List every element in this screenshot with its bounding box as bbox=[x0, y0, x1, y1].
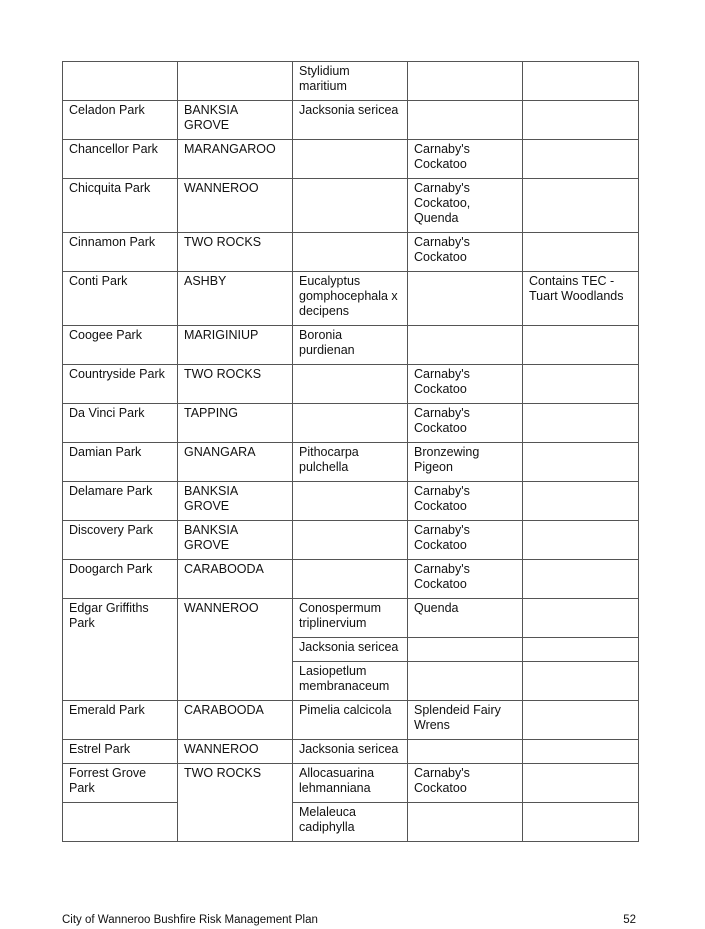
fauna-cell bbox=[408, 764, 523, 803]
fauna-cell bbox=[408, 740, 523, 764]
parks-table-body bbox=[63, 62, 639, 842]
suburb-cell-text: CARABOODA bbox=[184, 703, 264, 717]
flora-cell-text: Allocasuarina lehmanniana bbox=[299, 766, 375, 795]
fauna-cell bbox=[408, 701, 523, 740]
notes-cell-text: Contains TEC - Tuart Woodlands bbox=[529, 274, 624, 303]
suburb-cell bbox=[178, 101, 293, 140]
flora-cell-text: Conospermum triplinervium bbox=[299, 601, 381, 630]
park-name-cell bbox=[63, 365, 178, 404]
suburb-cell bbox=[178, 560, 293, 599]
flora-cell bbox=[293, 365, 408, 404]
fauna-cell bbox=[408, 233, 523, 272]
fauna-cell-text: Bronzewing Pigeon bbox=[414, 445, 480, 474]
park-name-cell-text: Countryside Park bbox=[69, 367, 165, 381]
notes-cell bbox=[523, 272, 639, 326]
fauna-cell-text: Carnaby's Cockatoo bbox=[414, 766, 470, 795]
fauna-cell bbox=[408, 443, 523, 482]
suburb-cell-text: TWO ROCKS bbox=[184, 235, 262, 249]
fauna-cell-text: Carnaby's Cockatoo bbox=[414, 562, 470, 591]
flora-cell bbox=[293, 272, 408, 326]
flora-cell bbox=[293, 482, 408, 521]
suburb-cell bbox=[178, 443, 293, 482]
notes-cell bbox=[523, 482, 639, 521]
suburb-cell bbox=[178, 140, 293, 179]
park-name-cell-text: Conti Park bbox=[69, 274, 128, 288]
suburb-cell-text: MARANGAROO bbox=[184, 142, 276, 156]
park-name-cell bbox=[63, 404, 178, 443]
suburb-cell bbox=[178, 740, 293, 764]
flora-cell bbox=[293, 443, 408, 482]
table-row bbox=[63, 101, 639, 140]
suburb-cell-text: WANNEROO bbox=[184, 742, 259, 756]
suburb-cell bbox=[178, 701, 293, 740]
fauna-cell bbox=[408, 326, 523, 365]
notes-cell bbox=[523, 62, 639, 101]
table-row bbox=[63, 140, 639, 179]
flora-cell bbox=[293, 701, 408, 740]
park-name-cell-text: Estrel Park bbox=[69, 742, 131, 756]
table-row bbox=[63, 482, 639, 521]
table-row bbox=[63, 599, 639, 638]
flora-cell bbox=[293, 638, 408, 662]
park-name-cell bbox=[63, 740, 178, 764]
notes-cell bbox=[523, 101, 639, 140]
table-row bbox=[63, 179, 639, 233]
table-row bbox=[63, 62, 639, 101]
suburb-cell bbox=[178, 326, 293, 365]
flora-cell bbox=[293, 179, 408, 233]
flora-cell bbox=[293, 101, 408, 140]
notes-cell bbox=[523, 140, 639, 179]
suburb-cell-text: WANNEROO bbox=[184, 601, 259, 615]
notes-cell bbox=[523, 521, 639, 560]
table-row bbox=[63, 326, 639, 365]
park-name-cell bbox=[63, 326, 178, 365]
fauna-cell-text: Carnaby's Cockatoo bbox=[414, 235, 470, 264]
page-number: 52 bbox=[623, 914, 636, 926]
notes-cell bbox=[523, 701, 639, 740]
flora-cell bbox=[293, 404, 408, 443]
notes-cell bbox=[523, 179, 639, 233]
suburb-cell-text: TWO ROCKS bbox=[184, 367, 262, 381]
fauna-cell bbox=[408, 101, 523, 140]
fauna-cell-text: Splendeid Fairy Wrens bbox=[414, 703, 501, 732]
parks-table bbox=[62, 61, 639, 842]
table-row bbox=[63, 443, 639, 482]
footer-title: City of Wanneroo Bushfire Risk Management Plan bbox=[62, 914, 318, 926]
fauna-cell-text: Carnaby's Cockatoo bbox=[414, 523, 470, 552]
fauna-cell bbox=[408, 365, 523, 404]
park-name-cell-text: Chancellor Park bbox=[69, 142, 158, 156]
table-row bbox=[63, 365, 639, 404]
notes-cell bbox=[523, 599, 639, 638]
park-name-cell-text: Da Vinci Park bbox=[69, 406, 145, 420]
suburb-cell-text: CARABOODA bbox=[184, 562, 264, 576]
fauna-cell bbox=[408, 560, 523, 599]
flora-cell-text: Stylidium maritium bbox=[299, 64, 350, 93]
fauna-cell bbox=[408, 272, 523, 326]
park-name-cell-text: Edgar Griffiths Park bbox=[69, 601, 149, 630]
park-name-cell-text: Forrest Grove Park bbox=[69, 766, 147, 795]
flora-cell bbox=[293, 764, 408, 803]
flora-cell bbox=[293, 803, 408, 842]
flora-cell bbox=[293, 599, 408, 638]
flora-cell bbox=[293, 521, 408, 560]
suburb-cell bbox=[178, 764, 293, 842]
fauna-cell bbox=[408, 62, 523, 101]
park-name-cell-text: Cinnamon Park bbox=[69, 235, 156, 249]
park-name-cell bbox=[63, 803, 178, 842]
suburb-cell bbox=[178, 404, 293, 443]
table-row bbox=[63, 521, 639, 560]
fauna-cell bbox=[408, 599, 523, 638]
flora-cell-text: Jacksonia sericea bbox=[299, 640, 399, 654]
park-name-cell-text: Celadon Park bbox=[69, 103, 145, 117]
flora-cell bbox=[293, 62, 408, 101]
suburb-cell bbox=[178, 272, 293, 326]
fauna-cell-text: Carnaby's Cockatoo bbox=[414, 484, 470, 513]
suburb-cell-text: MARIGINIUP bbox=[184, 328, 259, 342]
notes-cell bbox=[523, 404, 639, 443]
park-name-cell bbox=[63, 599, 178, 701]
notes-cell bbox=[523, 638, 639, 662]
fauna-cell-text: Carnaby's Cockatoo bbox=[414, 367, 470, 396]
flora-cell bbox=[293, 560, 408, 599]
fauna-cell-text: Carnaby's Cockatoo, Quenda bbox=[414, 181, 471, 225]
fauna-cell bbox=[408, 404, 523, 443]
flora-cell bbox=[293, 740, 408, 764]
notes-cell bbox=[523, 233, 639, 272]
fauna-cell bbox=[408, 521, 523, 560]
park-name-cell-text: Emerald Park bbox=[69, 703, 145, 717]
flora-cell-text: Lasiopetlum membranaceum bbox=[299, 664, 390, 693]
park-name-cell-text: Coogee Park bbox=[69, 328, 142, 342]
table-row bbox=[63, 272, 639, 326]
park-name-cell bbox=[63, 443, 178, 482]
park-name-cell-text: Doogarch Park bbox=[69, 562, 153, 576]
suburb-cell bbox=[178, 365, 293, 404]
table-row bbox=[63, 701, 639, 740]
suburb-cell bbox=[178, 599, 293, 701]
suburb-cell-text: GNANGARA bbox=[184, 445, 256, 459]
table-row bbox=[63, 740, 639, 764]
park-name-cell-text: Chicquita Park bbox=[69, 181, 151, 195]
park-name-cell bbox=[63, 62, 178, 101]
fauna-cell-text: Carnaby's Cockatoo bbox=[414, 406, 470, 435]
suburb-cell-text: BANKSIA GROVE bbox=[184, 523, 238, 552]
suburb-cell bbox=[178, 482, 293, 521]
park-name-cell-text: Discovery Park bbox=[69, 523, 154, 537]
flora-cell-text: Eucalyptus gomphocephala x decipens bbox=[299, 274, 398, 318]
flora-cell bbox=[293, 140, 408, 179]
notes-cell bbox=[523, 764, 639, 803]
notes-cell bbox=[523, 326, 639, 365]
park-name-cell bbox=[63, 482, 178, 521]
table-row bbox=[63, 764, 639, 803]
fauna-cell bbox=[408, 662, 523, 701]
park-name-cell bbox=[63, 140, 178, 179]
park-name-cell bbox=[63, 101, 178, 140]
park-name-cell bbox=[63, 521, 178, 560]
fauna-cell bbox=[408, 140, 523, 179]
flora-cell bbox=[293, 662, 408, 701]
park-name-cell bbox=[63, 272, 178, 326]
flora-cell-text: Melaleuca cadiphylla bbox=[299, 805, 356, 834]
suburb-cell bbox=[178, 233, 293, 272]
flora-cell bbox=[293, 233, 408, 272]
flora-cell-text: Pithocarpa pulchella bbox=[299, 445, 359, 474]
fauna-cell bbox=[408, 482, 523, 521]
park-name-cell-text: Damian Park bbox=[69, 445, 142, 459]
table-row bbox=[63, 233, 639, 272]
table-row bbox=[63, 560, 639, 599]
park-name-cell bbox=[63, 179, 178, 233]
notes-cell bbox=[523, 443, 639, 482]
park-name-cell bbox=[63, 701, 178, 740]
park-name-cell-text: Delamare Park bbox=[69, 484, 153, 498]
flora-cell bbox=[293, 326, 408, 365]
notes-cell bbox=[523, 365, 639, 404]
fauna-cell-text: Carnaby's Cockatoo bbox=[414, 142, 470, 171]
notes-cell bbox=[523, 740, 639, 764]
flora-cell-text: Boronia purdienan bbox=[299, 328, 355, 357]
notes-cell bbox=[523, 803, 639, 842]
suburb-cell-text: TWO ROCKS bbox=[184, 766, 262, 780]
fauna-cell bbox=[408, 638, 523, 662]
flora-cell-text: Pimelia calcicola bbox=[299, 703, 392, 717]
suburb-cell-text: TAPPING bbox=[184, 406, 238, 420]
suburb-cell-text: BANKSIA GROVE bbox=[184, 103, 238, 132]
park-name-cell bbox=[63, 764, 178, 803]
table-row bbox=[63, 803, 639, 842]
fauna-cell bbox=[408, 803, 523, 842]
suburb-cell-text: WANNEROO bbox=[184, 181, 259, 195]
flora-cell-text: Jacksonia sericea bbox=[299, 742, 399, 756]
park-name-cell bbox=[63, 233, 178, 272]
park-name-cell bbox=[63, 560, 178, 599]
suburb-cell bbox=[178, 62, 293, 101]
table-row bbox=[63, 404, 639, 443]
suburb-cell-text: ASHBY bbox=[184, 274, 227, 288]
notes-cell bbox=[523, 560, 639, 599]
flora-cell-text: Jacksonia sericea bbox=[299, 103, 399, 117]
suburb-cell-text: BANKSIA GROVE bbox=[184, 484, 238, 513]
notes-cell bbox=[523, 662, 639, 701]
fauna-cell-text: Quenda bbox=[414, 601, 459, 615]
fauna-cell bbox=[408, 179, 523, 233]
suburb-cell bbox=[178, 179, 293, 233]
suburb-cell bbox=[178, 521, 293, 560]
